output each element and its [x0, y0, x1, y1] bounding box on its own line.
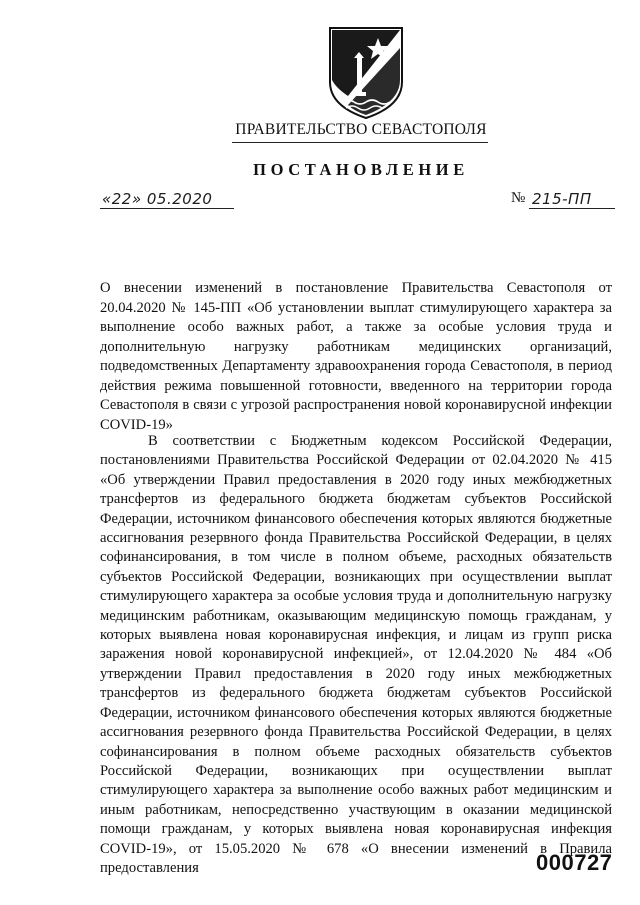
- document-subject: О внесении изменений в постановление Правительства Севастополя от 20.04.2020 № 145-ПП «Об установлении выплат стимулирующего характера за выполнение особо важных работ, а также за особые условия труда и дополнительную нагрузку работникам медицинских организаций, подведомственных Департаменту здравоохранения города Севастополя, в период действия режима повышенной готовности, введенного на территории города Севастополя в связи с угрозой распространения новой коронавирусной инфекции COVID-19»: [100, 280, 612, 433]
- document-number-field: [505, 188, 613, 208]
- document-body-paragraph: В соответствии с Бюджетным кодексом Российской Федерации, постановлениями Правительства Российской Федерации от 02.04.2020 № 415 «Об утверждении Правил предоставления в 2020 году иных межбюджетных трансфертов из федерального бюджета бюджетам субъектов Российской Федерации, источником финансового обеспечения которых являются бюджетные ассигнования резервного фонда Правительства Российской Федерации, в целях софинансирования, в том числе в полном объеме, расходных обязательств субъектов Российской Федерации, возникающих при осуществлении выплат стимулирующего характера за особые условия труда и дополнительную нагрузку медицинским работникам, оказывающим медицинскую помощь гражданам, у которых выявлена новая коронавирусная инфекция, и лицам из групп риска заражения новой коронавирусной инфекцией», от 12.04.2020 № 484 «Об утверждении Правил предоставления в 2020 году иных межбюджетных трансфертов из федерального бюджета бюджетам субъектов Российской Федерации, источником финансового обеспечения которых являются бюджетные ассигнования резервного фонда Правительства Российской Федерации, в целях софинансирования в полном объеме расходных обязательств субъектов Российской Федерации, возникающих при осуществлении выплат стимулирующего характера за выполнение особо важных работ медицинским и иным работникам, непосредственно участвующим в оказании медицинской помощи гражданам, у которых выявлена новая коронавирусная инфекция COVID-19», от 15.05.2020 № 678 «О внесении изменений в Правила предоставления: [100, 433, 612, 876]
- form-serial-number: 000727: [536, 850, 613, 875]
- document-number: 215-ПП: [532, 190, 592, 208]
- government-title: ПРАВИТЕЛЬСТВО СЕВАСТОПОЛЯ: [235, 121, 487, 138]
- header-divider: [232, 142, 488, 143]
- document-date: «22» 05.2020: [102, 190, 213, 208]
- document-date-field: [100, 188, 234, 209]
- coat-of-arms-icon: [326, 22, 406, 120]
- document-number-line: [529, 188, 615, 209]
- number-sign: №: [511, 190, 526, 206]
- document-type-title: ПОСТАНОВЛЕНИЕ: [253, 160, 469, 179]
